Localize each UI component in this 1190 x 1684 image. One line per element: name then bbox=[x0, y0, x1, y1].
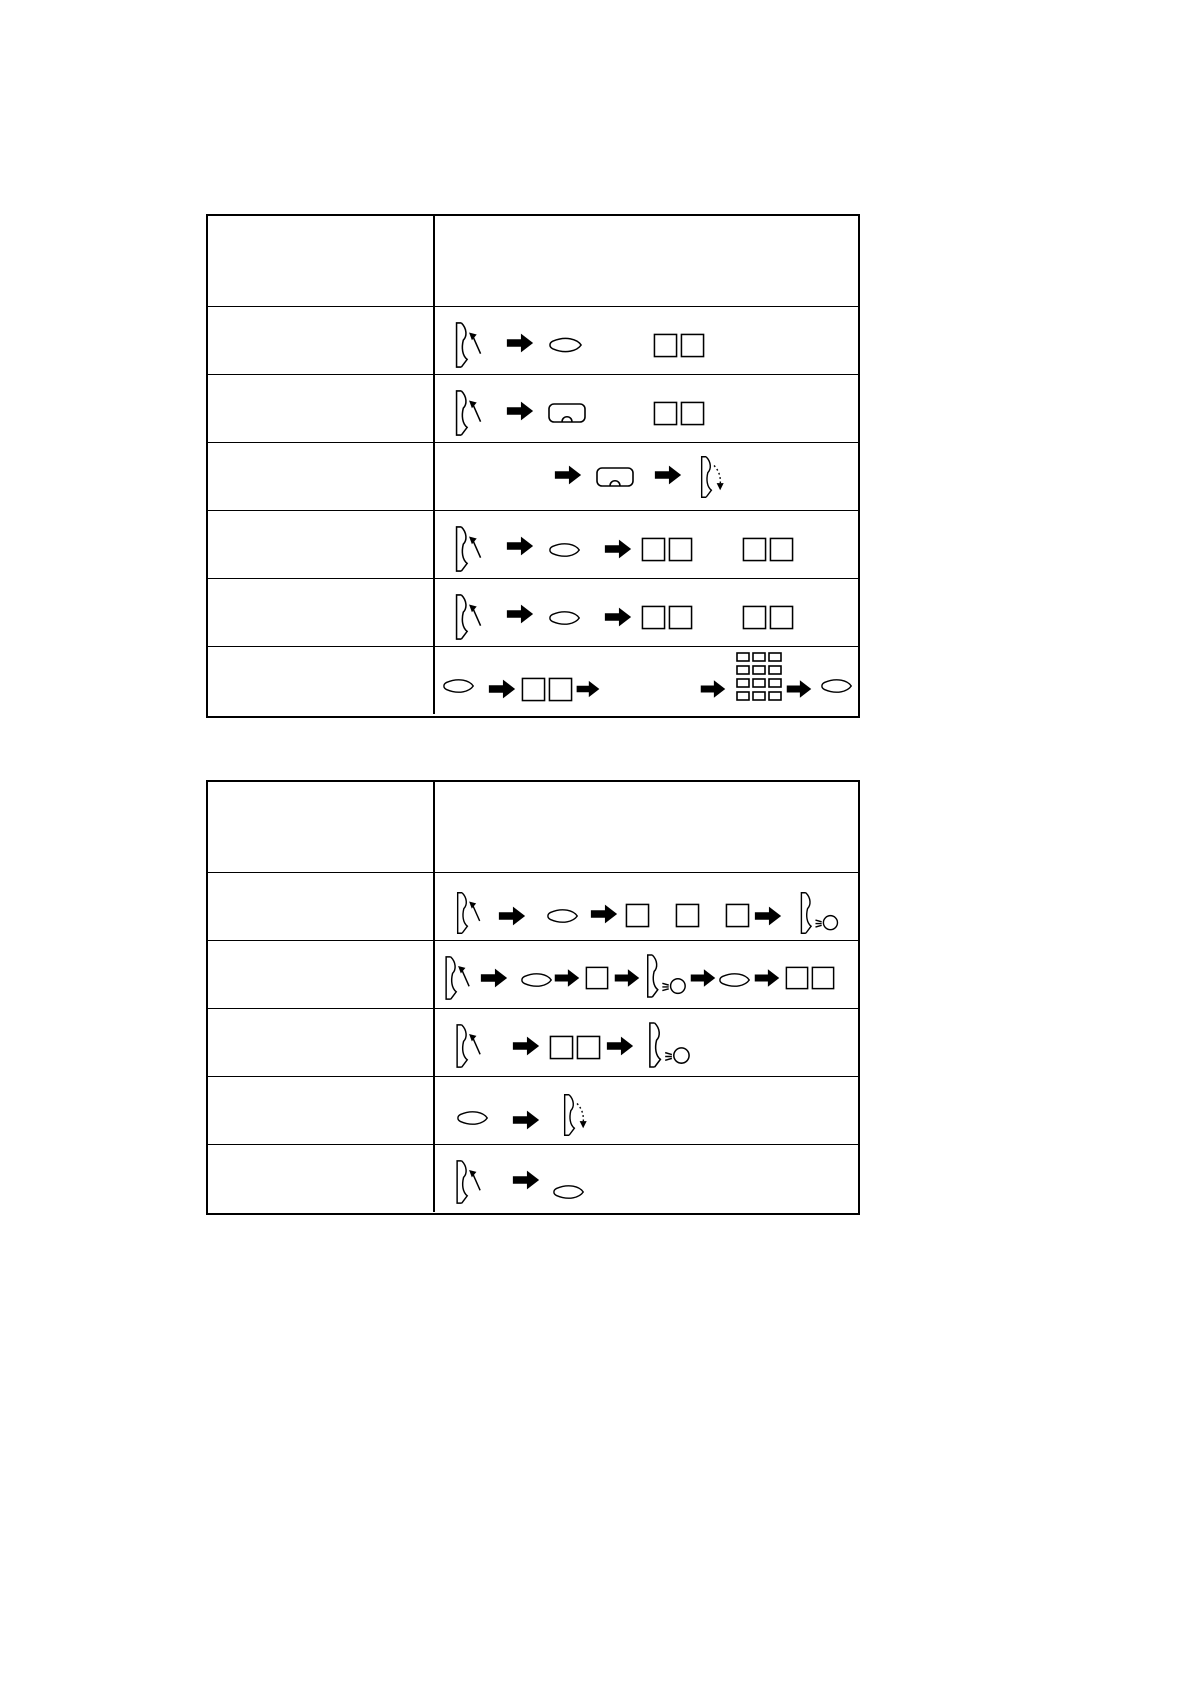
procedure-cell bbox=[435, 511, 858, 578]
flash-button-icon bbox=[720, 974, 749, 986]
flash-button-icon bbox=[444, 680, 473, 692]
arrow-icon bbox=[513, 1171, 539, 1190]
table-row bbox=[208, 442, 858, 510]
feature-cell bbox=[208, 579, 435, 646]
flash-button-icon bbox=[822, 680, 851, 692]
flash-button-icon bbox=[550, 338, 581, 351]
table-row bbox=[208, 940, 858, 1008]
digit-box-icon bbox=[726, 904, 748, 926]
flash-button-icon bbox=[550, 612, 579, 624]
procedure-cell bbox=[435, 579, 858, 646]
table-row bbox=[208, 1144, 858, 1212]
flash-button-icon bbox=[458, 1112, 487, 1124]
arrow-icon bbox=[489, 680, 515, 699]
digit-box-icon bbox=[770, 606, 792, 628]
handset-lift-icon bbox=[457, 527, 481, 571]
table-row bbox=[208, 1008, 858, 1076]
feature-cell bbox=[208, 1145, 435, 1212]
feature-cell bbox=[208, 647, 435, 714]
keypad-icon bbox=[737, 653, 781, 700]
procedure-cell bbox=[435, 873, 858, 940]
procedure-cell bbox=[435, 443, 858, 510]
arrow-icon bbox=[507, 537, 533, 556]
feature-cell bbox=[208, 941, 435, 1008]
arrow-icon bbox=[507, 605, 533, 624]
feature-cell bbox=[208, 1009, 435, 1076]
arrow-icon bbox=[787, 680, 812, 698]
arrow-icon bbox=[513, 1037, 539, 1056]
handset-lift-icon bbox=[457, 323, 481, 367]
handset-talk-icon bbox=[648, 955, 685, 997]
header-procedure-cell bbox=[435, 782, 858, 872]
arrow-icon bbox=[615, 969, 640, 987]
arrow-icon bbox=[513, 1111, 539, 1130]
feature-cell bbox=[208, 307, 435, 374]
handset-lift-icon bbox=[457, 391, 481, 435]
arrow-icon bbox=[555, 466, 581, 485]
hold-button-icon bbox=[549, 404, 585, 422]
procedure-cell bbox=[435, 647, 858, 714]
table-header-row bbox=[208, 216, 858, 306]
handset-lift-icon bbox=[446, 957, 469, 999]
feature-cell bbox=[208, 1077, 435, 1144]
handset-talk-icon bbox=[650, 1023, 689, 1067]
handset-lift-icon bbox=[457, 1161, 480, 1203]
arrow-icon bbox=[555, 969, 580, 987]
handset-talk-icon bbox=[801, 893, 837, 933]
digit-box-icon bbox=[743, 538, 765, 560]
table-header-row bbox=[208, 782, 858, 872]
procedure-cell bbox=[435, 941, 858, 1008]
digit-box-icon bbox=[676, 904, 698, 926]
feature-cell bbox=[208, 873, 435, 940]
table-row bbox=[208, 306, 858, 374]
arrow-icon bbox=[655, 466, 681, 485]
arrow-icon bbox=[755, 969, 780, 987]
feature-cell bbox=[208, 511, 435, 578]
table-row bbox=[208, 578, 858, 646]
flash-button-icon bbox=[550, 544, 579, 556]
procedure-cell bbox=[435, 307, 858, 374]
table-row bbox=[208, 510, 858, 578]
digit-box-icon bbox=[786, 967, 807, 988]
digit-box-icon bbox=[586, 967, 607, 988]
table-row bbox=[208, 872, 858, 940]
arrow-icon bbox=[605, 540, 631, 559]
digit-box-icon bbox=[743, 606, 765, 628]
digit-box-icon bbox=[577, 1036, 599, 1058]
digit-box-icon bbox=[770, 538, 792, 560]
table-row bbox=[208, 374, 858, 442]
arrow-icon bbox=[605, 608, 631, 627]
digit-box-icon bbox=[681, 402, 703, 424]
digit-box-icon bbox=[654, 334, 676, 356]
flash-button-icon bbox=[548, 910, 577, 922]
arrow-icon bbox=[691, 969, 716, 987]
arrow-icon bbox=[481, 969, 507, 988]
digit-box-icon bbox=[681, 334, 703, 356]
procedure-cell bbox=[435, 1009, 858, 1076]
hold-button-icon bbox=[597, 468, 633, 486]
arrow-icon bbox=[507, 402, 533, 421]
handset-hangup-icon bbox=[702, 457, 724, 497]
digit-box-icon bbox=[812, 967, 833, 988]
arrow-icon bbox=[577, 681, 600, 697]
arrow-icon bbox=[607, 1037, 633, 1056]
digit-box-icon bbox=[549, 678, 571, 700]
digit-box-icon bbox=[669, 538, 691, 560]
handset-lift-icon bbox=[458, 893, 480, 933]
arrow-icon bbox=[701, 680, 726, 698]
feature-cell bbox=[208, 443, 435, 510]
procedure-table-2 bbox=[206, 780, 860, 1215]
header-feature-cell bbox=[208, 782, 435, 872]
table-row bbox=[208, 1076, 858, 1144]
arrow-icon bbox=[507, 334, 533, 353]
flash-button-icon bbox=[554, 1186, 583, 1198]
digit-box-icon bbox=[654, 402, 676, 424]
arrow-icon bbox=[591, 905, 617, 924]
flash-button-icon bbox=[522, 974, 551, 986]
arrow-icon bbox=[755, 907, 781, 926]
feature-cell bbox=[208, 375, 435, 442]
digit-box-icon bbox=[669, 606, 691, 628]
procedure-cell bbox=[435, 1145, 858, 1212]
digit-box-icon bbox=[642, 538, 664, 560]
header-procedure-cell bbox=[435, 216, 858, 306]
digit-box-icon bbox=[522, 678, 544, 700]
header-feature-cell bbox=[208, 216, 435, 306]
handset-lift-icon bbox=[457, 1025, 480, 1067]
digit-box-icon bbox=[626, 904, 648, 926]
digit-box-icon bbox=[642, 606, 664, 628]
handset-lift-icon bbox=[457, 595, 481, 639]
digit-box-icon bbox=[550, 1036, 572, 1058]
procedure-table-1 bbox=[206, 214, 860, 718]
table-row bbox=[208, 646, 858, 714]
handset-hangup-icon bbox=[565, 1095, 587, 1135]
procedure-cell bbox=[435, 1077, 858, 1144]
arrow-icon bbox=[499, 907, 525, 926]
procedure-cell bbox=[435, 375, 858, 442]
